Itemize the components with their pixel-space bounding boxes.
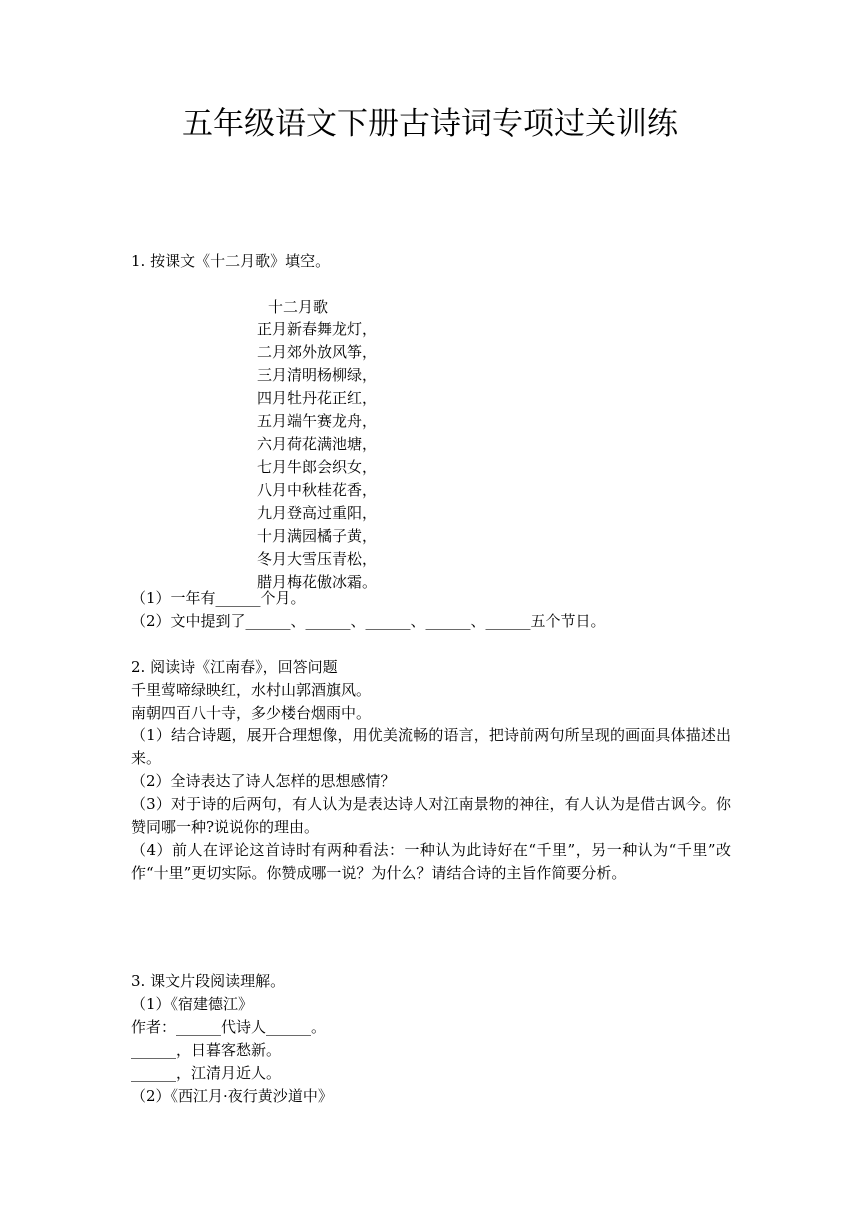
document-title: 五年级语文下册古诗词专项过关训练 <box>182 106 678 142</box>
poem-line: 二月郊外放风筝， <box>257 343 378 361</box>
poem-line: 正月新春舞龙灯， <box>257 320 378 338</box>
poem-fill-line: ______，日暮客愁新。 <box>131 1041 282 1059</box>
question-2-prompt: 2. 阅读诗《江南春》，回答问题 <box>131 658 338 676</box>
question-1-prompt: 1. 按课文《十二月歌》填空。 <box>131 252 331 270</box>
poem-line: 六月荷花满池塘， <box>257 435 378 453</box>
poem-line: 冬月大雪压青松， <box>257 550 378 568</box>
question-2-sub-1: （1）结合诗题，展开合理想像，用优美流畅的语言，把诗前两句所呈现的画面具体描述出来。 <box>131 726 731 767</box>
poem-lines <box>257 318 377 594</box>
poem-fill-line: ______，江清月近人。 <box>131 1064 282 1082</box>
poem-line: 南朝四百八十寺，多少楼台烟雨中。 <box>131 704 372 722</box>
poem-line: 四月牡丹花正红， <box>257 389 378 407</box>
question-3-prompt: 3. 课文片段阅读理解。 <box>131 972 286 990</box>
poem-title: 十二月歌 <box>268 298 329 316</box>
author-fill-line: 作者：______代诗人______。 <box>131 1018 327 1036</box>
question-3-sub-1-title: （1）《宿建德江》 <box>131 995 254 1013</box>
poem-line: 九月登高过重阳， <box>257 504 378 522</box>
question-2-sub-2: （2）全诗表达了诗人怎样的思想感情？ <box>131 772 396 790</box>
question-1-sub-2: （2）文中提到了______、______、______、______、______五个节日。 <box>131 612 606 630</box>
poem-line: 腊月梅花傲冰霜。 <box>257 573 378 591</box>
question-3-sub-2-title: （2）《西江月·夜行黄沙道中》 <box>131 1087 333 1105</box>
question-2-sub-3: （3）对于诗的后两句，有人认为是表达诗人对江南景物的神往，有人认为是借古讽今。你赞同哪一种?说说你的理由。 <box>131 795 731 836</box>
question-1-sub-1: （1）一年有______个月。 <box>131 589 306 607</box>
poem-line: 八月中秋桂花香， <box>257 481 378 499</box>
poem-line: 千里莺啼绿映红，水村山郭酒旗风。 <box>131 681 372 699</box>
poem-line: 七月牛郎会织女， <box>257 458 378 476</box>
poem-line: 三月清明杨柳绿， <box>257 366 378 384</box>
poem-line: 五月端午赛龙舟， <box>257 412 378 430</box>
poem-line: 十月满园橘子黄， <box>257 527 378 545</box>
question-2-sub-4: （4）前人在评论这首诗时有两种看法：一种认为此诗好在“千里”，另一种认为“千里”改作“十里”更切实际。你赞成哪一说？为什么？请结合诗的主旨作简要分析。 <box>131 841 731 882</box>
